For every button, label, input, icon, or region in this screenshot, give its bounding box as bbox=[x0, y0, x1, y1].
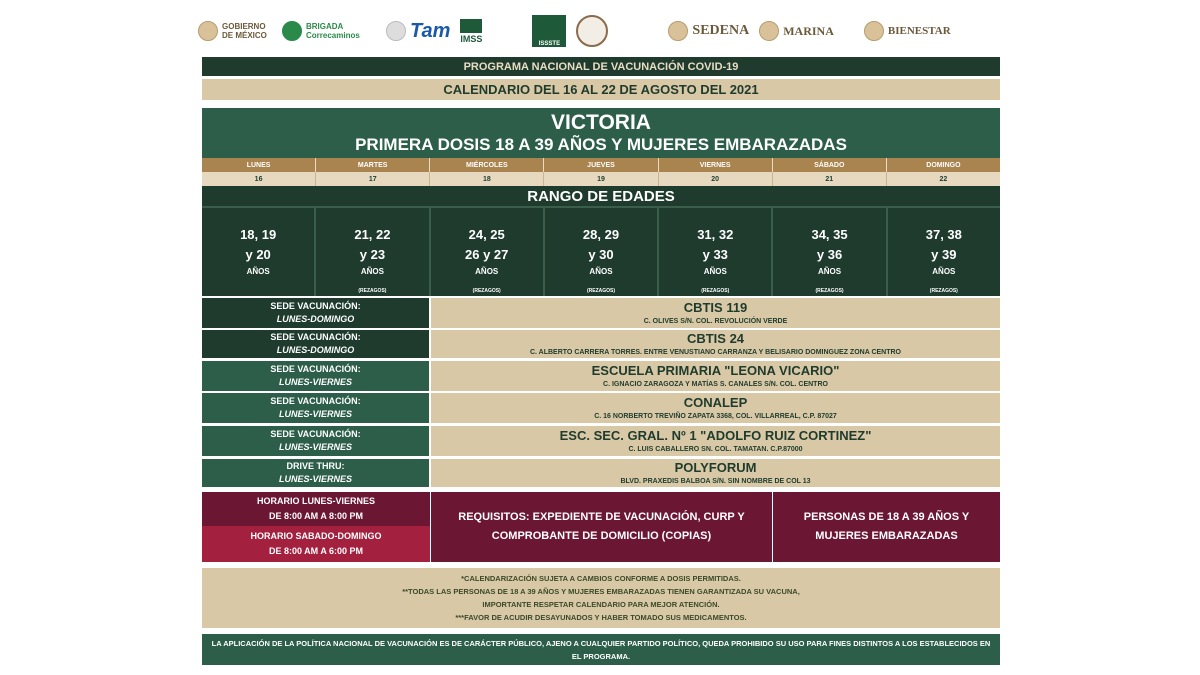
day-name: DOMINGO bbox=[926, 161, 961, 169]
age-line-1: 21, 22 bbox=[354, 227, 391, 242]
age-line-1: 34, 35 bbox=[811, 227, 848, 242]
rezagos-note: (REZAGOS) bbox=[586, 288, 616, 294]
site-address: C. ALBERTO CARRERA TORRES. ENTRE VENUSTIANO CARRANZA Y BELISARIO DOMINGUEZ ZONA CENTRO bbox=[529, 349, 902, 356]
rezagos-note: (REZAGOS) bbox=[929, 288, 958, 294]
age-range-cell bbox=[888, 208, 1000, 296]
day-names-row bbox=[202, 158, 1000, 172]
site-address: C. 16 NORBERTO TREVIÑO ZAPATA 3368, COL. VILLARREAL, C.P. 87027 bbox=[594, 413, 837, 420]
site-schedule-label bbox=[202, 459, 429, 487]
site-address: C. IGNACIO ZARAGOZA Y MATÍAS S. CANALES S/N. COL. CENTRO bbox=[603, 381, 828, 388]
site-type: SEDE VACUNACIÓN: bbox=[270, 364, 361, 374]
rezagos-note: (REZAGOS) bbox=[472, 288, 501, 294]
weekday-schedule-title: HORARIO LUNES-VIERNES bbox=[256, 496, 375, 506]
site-address: C. OLIVES S/N. COL. REVOLUCIÓN VERDE bbox=[643, 318, 788, 325]
site-schedule-label bbox=[202, 393, 429, 423]
logo-issste: ISSSTE bbox=[532, 15, 566, 47]
age-line-1: 28, 29 bbox=[582, 227, 620, 242]
age-unit: AÑOS bbox=[475, 267, 499, 276]
site-info bbox=[431, 298, 1000, 328]
rezagos-note: (REZAGOS) bbox=[358, 288, 387, 294]
site-days: LUNES-VIERNES bbox=[278, 474, 352, 484]
logo-sedena: SEDENA bbox=[668, 21, 749, 41]
site-name: CBTIS 24 bbox=[686, 331, 745, 346]
site-name: CBTIS 119 bbox=[683, 300, 748, 315]
age-line-2: y 39 bbox=[931, 247, 957, 262]
city-name: VICTORIA bbox=[551, 111, 651, 134]
age-line-2: y 36 bbox=[816, 247, 843, 262]
site-type: SEDE VACUNACIÓN: bbox=[270, 301, 361, 311]
site-address: C. LUIS CABALLERO SN. COL. TAMATAN. C.P.87000 bbox=[628, 446, 803, 453]
day-name: MIÉRCOLES bbox=[430, 158, 544, 172]
note-line: **TODAS LAS PERSONAS DE 18 A 39 AÑOS Y MUJERES EMBARAZADAS TIENEN GARANTIZADA SU VACUNA, bbox=[402, 587, 800, 596]
day-name: JUEVES bbox=[544, 158, 658, 172]
site-schedule-label bbox=[202, 426, 429, 456]
note-line: ***FAVOR DE ACUDIR DESAYUNADOS Y HABER TOMADO SUS MEDICAMENTOS. bbox=[455, 613, 747, 622]
day-name: SÁBADO bbox=[773, 158, 887, 172]
day-date: 19 bbox=[544, 172, 658, 186]
logo-bar bbox=[198, 12, 1004, 50]
age-range-cell bbox=[659, 208, 773, 296]
day-date: 20 bbox=[659, 172, 773, 186]
dates-row bbox=[202, 172, 1000, 186]
age-line-1: 31, 32 bbox=[697, 227, 734, 242]
age-range-cell bbox=[431, 208, 545, 296]
site-info bbox=[431, 330, 1000, 358]
site-address: BLVD. PRAXEDIS BALBOA S/N. SIN NOMBRE DE COL 13 bbox=[620, 478, 811, 485]
age-line-2: y 30 bbox=[588, 247, 614, 262]
city-header bbox=[202, 108, 1000, 158]
notes-box bbox=[202, 568, 1000, 628]
day-name: VIERNES bbox=[659, 158, 773, 172]
calendar-title: CALENDARIO DEL 16 AL 22 DE AGOSTO DEL 2021 bbox=[202, 79, 1000, 100]
logo-seal bbox=[576, 15, 608, 47]
site-days: LUNES-DOMINGO bbox=[276, 314, 355, 324]
age-range-cell bbox=[773, 208, 887, 296]
note-line: *CALENDARIZACIÓN SUJETA A CAMBIOS CONFORME A DOSIS PERMITIDAS. bbox=[461, 574, 741, 583]
site-info bbox=[431, 361, 1000, 391]
rezagos-note: (REZAGOS) bbox=[701, 288, 730, 294]
site-type: SEDE VACUNACIÓN: bbox=[270, 396, 361, 406]
age-line-1: 24, 25 bbox=[468, 227, 505, 242]
site-days: LUNES-VIERNES bbox=[278, 409, 352, 419]
age-unit: AÑOS bbox=[589, 267, 613, 276]
age-range-cell bbox=[316, 208, 430, 296]
weekday-schedule bbox=[202, 492, 430, 526]
site-type: DRIVE THRU: bbox=[286, 461, 345, 471]
age-line-2: y 23 bbox=[359, 247, 386, 262]
site-schedule-label bbox=[202, 298, 429, 328]
weekday-schedule-hours: DE 8:00 AM A 8:00 PM bbox=[268, 511, 364, 521]
logo-brigada-correcaminos: BRIGADA Correcaminos bbox=[282, 21, 376, 41]
site-info bbox=[431, 393, 1000, 423]
day-date: 21 bbox=[773, 172, 887, 186]
age-line-1: 18, 19 bbox=[240, 227, 277, 242]
age-line-2: y 20 bbox=[245, 247, 271, 262]
program-title: PROGRAMA NACIONAL DE VACUNACIÓN COVID-19 bbox=[202, 57, 1000, 76]
day-name: MARTES bbox=[316, 158, 430, 172]
site-type: SEDE VACUNACIÓN: bbox=[270, 429, 361, 439]
note-line: IMPORTANTE RESPETAR CALENDARIO PARA MEJOR ATENCIÓN. bbox=[482, 600, 720, 609]
site-name: ESCUELA PRIMARIA "LEONA VICARIO" bbox=[591, 363, 840, 378]
age-line-2: y 33 bbox=[702, 247, 728, 262]
day-date: 22 bbox=[939, 175, 948, 183]
site-days: LUNES-VIERNES bbox=[278, 442, 352, 452]
age-range-title: RANGO DE EDADES bbox=[202, 186, 1000, 206]
dose-subtitle: PRIMERA DOSIS 18 A 39 AÑOS Y MUJERES EMBARAZADAS bbox=[355, 135, 847, 154]
footer-disclaimer: LA APLICACIÓN DE LA POLÍTICA NACIONAL DE VACUNACIÓN ES DE CARÁCTER PÚBLICO, AJENO A CUALQUIER PARTIDO POLÍTICO, QUEDA PROHIBIDO SU USO PARA FINES DISTINTOS A LOS ESTABLECIDOS EN EL PROGRAMA. bbox=[202, 634, 1000, 665]
site-name: POLYFORUM bbox=[674, 460, 757, 475]
day-date: 17 bbox=[316, 172, 430, 186]
site-schedule-label bbox=[202, 330, 429, 358]
age-range-cell bbox=[545, 208, 659, 296]
site-days: LUNES-DOMINGO bbox=[276, 345, 355, 355]
site-name: CONALEP bbox=[683, 395, 748, 410]
requirements: REQUISITOS: EXPEDIENTE DE VACUNACIÓN, CURP Y COMPROBANTE DE DOMICILIO (COPIAS) bbox=[431, 492, 772, 562]
logo-imss: IMSS bbox=[460, 19, 482, 44]
logo-tam: Tam bbox=[386, 20, 450, 43]
age-ranges-row bbox=[202, 206, 1000, 296]
age-line-1: 37, 38 bbox=[925, 227, 962, 242]
age-unit: AÑOS bbox=[360, 267, 384, 276]
weekend-schedule-title: HORARIO SABADO-DOMINGO bbox=[250, 531, 382, 541]
site-name: ESC. SEC. GRAL. Nº 1 "ADOLFO RUIZ CORTINEZ" bbox=[559, 428, 872, 443]
site-schedule-label bbox=[202, 361, 429, 391]
age-unit: AÑOS bbox=[246, 267, 270, 276]
logo-bienestar: BIENESTAR bbox=[864, 21, 951, 41]
site-info bbox=[431, 426, 1000, 456]
age-line-2: 26 y 27 bbox=[465, 247, 509, 262]
age-range-cell bbox=[202, 208, 316, 296]
site-days: LUNES-VIERNES bbox=[278, 377, 352, 387]
day-date: 18 bbox=[430, 172, 544, 186]
age-unit: AÑOS bbox=[703, 267, 727, 276]
target-audience: PERSONAS DE 18 A 39 AÑOS Y MUJERES EMBARAZADAS bbox=[773, 492, 1000, 562]
weekend-schedule-hours: DE 8:00 AM A 6:00 PM bbox=[268, 546, 364, 556]
day-name: LUNES bbox=[202, 158, 316, 172]
day-date: 16 bbox=[202, 172, 316, 186]
age-unit: AÑOS bbox=[817, 267, 842, 276]
weekend-schedule bbox=[202, 526, 430, 562]
site-info bbox=[431, 459, 1000, 487]
rezagos-note: (REZAGOS) bbox=[815, 288, 844, 294]
logo-marina: MARINA bbox=[759, 21, 834, 41]
logo-gobierno-mexico: GOBIERNO DE MÉXICO bbox=[198, 21, 272, 41]
age-unit: AÑOS bbox=[932, 267, 956, 276]
site-type: SEDE VACUNACIÓN: bbox=[270, 332, 361, 342]
